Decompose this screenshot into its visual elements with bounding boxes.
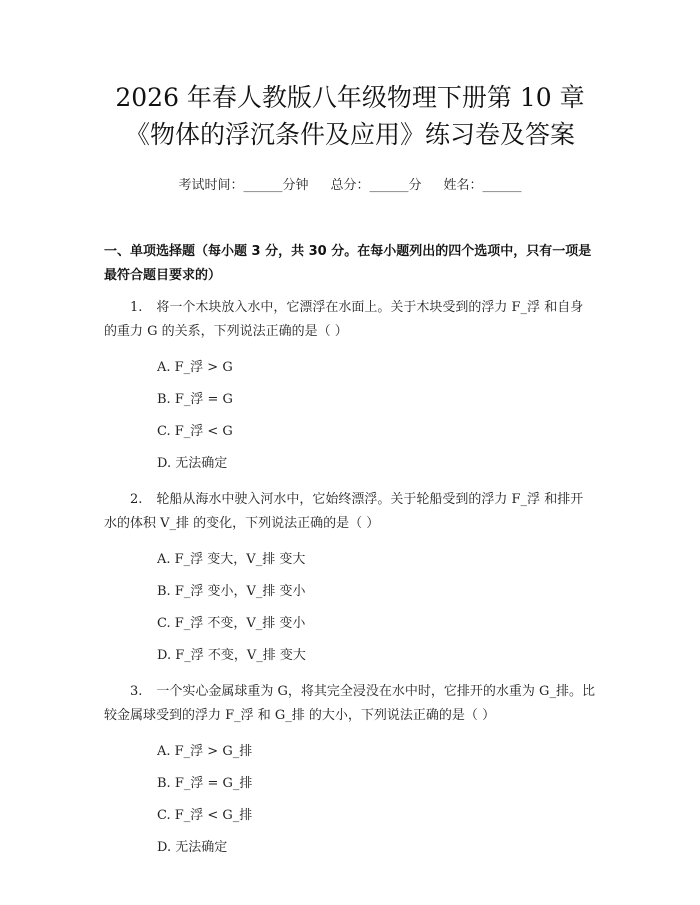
option-c: C. F_浮 < G_排 — [157, 808, 253, 823]
option-d: D. 无法确定 — [157, 840, 228, 855]
question-block — [104, 488, 596, 666]
option-list — [104, 550, 596, 666]
question-stem — [104, 680, 596, 728]
question-block — [104, 680, 596, 858]
question-text: 将一个木块放入水中，它漂浮在水面上。关于木块受到的浮力 F_浮 和自身的重力 G 的关系，下列说法正确的是（ ） — [104, 300, 584, 339]
option-c: C. F_浮 < G — [157, 424, 233, 439]
option-d: D. F_浮 不变，V_排 变大 — [157, 648, 306, 663]
question-number: 1. — [130, 300, 143, 315]
document-title-line1: 2026 年春人教版八年级物理下册第 10 章 — [115, 83, 585, 112]
option-d: D. 无法确定 — [157, 456, 228, 471]
option-a: A. F_浮 > G_排 — [157, 744, 253, 759]
exam-name: 姓名：______ — [443, 178, 522, 193]
question-block — [104, 296, 596, 474]
option-a: A. F_浮 > G — [157, 360, 233, 375]
exam-score: 总分：______分 — [330, 178, 422, 193]
option-b: B. F_浮 = G_排 — [157, 776, 253, 791]
document-title-line2: 《物体的浮沉条件及应用》练习卷及答案 — [124, 120, 575, 149]
option-list — [104, 742, 596, 858]
option-a: A. F_浮 变大，V_排 变大 — [157, 552, 306, 567]
question-text: 轮船从海水中驶入河水中，它始终漂浮。关于轮船受到的浮力 F_浮 和排开水的体积 V_排 的变化，下列说法正确的是（ ） — [104, 492, 584, 531]
question-number: 2. — [130, 492, 143, 507]
question-number: 3. — [130, 684, 143, 699]
section-heading: 一、单项选择题（每小题 3 分，共 30 分。在每小题列出的四个选项中，只有一项是最符合题目要求的） — [104, 244, 592, 283]
exam-time: 考试时间：______分钟 — [178, 178, 309, 193]
question-stem — [104, 296, 596, 344]
option-b: B. F_浮 变小，V_排 变小 — [157, 584, 306, 599]
exam-info — [104, 176, 596, 196]
option-list — [104, 358, 596, 474]
option-b: B. F_浮 = G — [157, 392, 233, 407]
question-stem — [104, 488, 596, 536]
option-c: C. F_浮 不变，V_排 变小 — [157, 616, 306, 631]
question-text: 一个实心金属球重为 G，将其完全浸没在水中时，它排开的水重为 G_排。比较金属球受到的浮力 F_浮 和 G_排 的大小，下列说法正确的是（ ） — [104, 684, 595, 723]
